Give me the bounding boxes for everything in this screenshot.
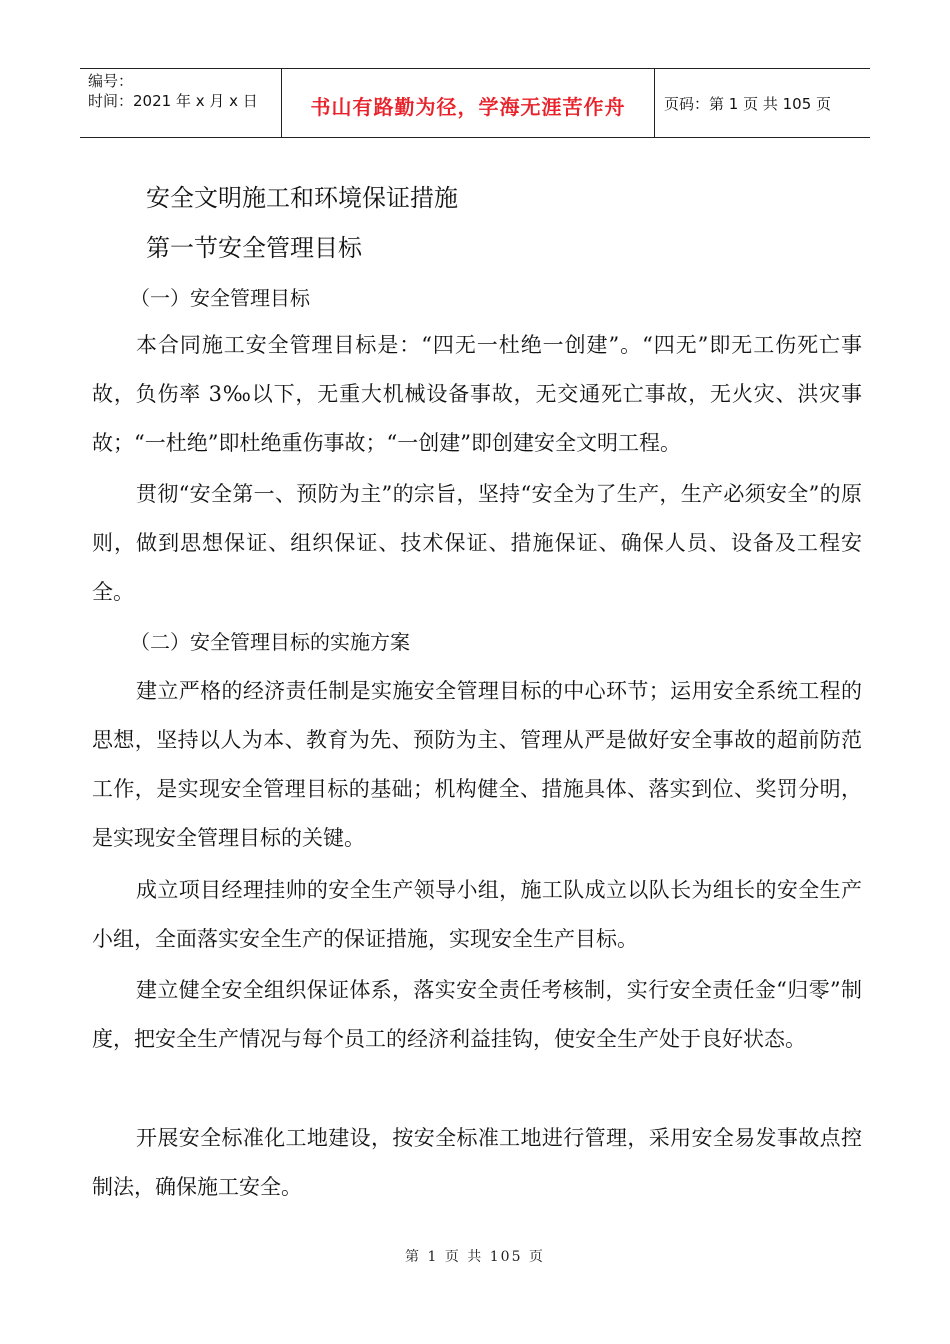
body-paragraph: 成立项目经理挂帅的安全生产领导小组，施工队成立以队长为组长的安全生产小组，全面落实安全生产的保证措施，实现安全生产目标。 [92,878,862,951]
body-paragraph: 本合同施工安全管理目标是：“四无一杜绝一创建”。“四无”即无工伤死亡事故，负伤率 3‰以下，无重大机械设备事故，无交通死亡事故，无火灾、洪灾事故；“一杜绝”即杜绝重伤事故；“一创建”即创建安全文明工程。 [92,333,862,455]
header-page-info: 页码：第 1 页 共 105 页 [664,95,832,113]
document-number-label: 编号： [88,72,134,90]
body-paragraph: 建立健全安全组织保证体系，落实安全责任考核制，实行安全责任金“归零”制度，把安全生产情况与每个员工的经济利益挂钩，使安全生产处于良好状态。 [92,978,862,1051]
page-header [80,68,870,138]
body-paragraph: 贯彻“安全第一、预防为主”的宗旨，坚持“安全为了生产，生产必须安全”的原则，做到思想保证、组织保证、技术保证、措施保证、确保人员、设备及工程安全。 [92,482,862,604]
header-meta [88,71,258,111]
document-time-label: 时间：2021 年 x 月 x 日 [88,92,258,110]
document-title: 安全文明施工和环境保证措施 [146,184,458,212]
section-title: 第一节安全管理目标 [146,234,362,262]
body-paragraph: 开展安全标准化工地建设，按安全标准工地进行管理，采用安全易发事故点控制法，确保施工安全。 [92,1126,862,1199]
subsection-title: （一）安全管理目标 [130,286,310,310]
header-divider [654,69,655,137]
subsection-title: （二）安全管理目标的实施方案 [130,630,410,654]
page-footer: 第 1 页 共 105 页 [405,1249,545,1265]
header-motto: 书山有路勤为径，学海无涯苦作舟 [310,95,626,119]
body-paragraph: 建立严格的经济责任制是实施安全管理目标的中心环节；运用安全系统工程的思想，坚持以人为本、教育为先、预防为主、管理从严是做好安全事故的超前防范工作，是实现安全管理目标的基础；机构健全、措施具体、落实到位、奖罚分明，是实现安全管理目标的关键。 [92,679,862,850]
